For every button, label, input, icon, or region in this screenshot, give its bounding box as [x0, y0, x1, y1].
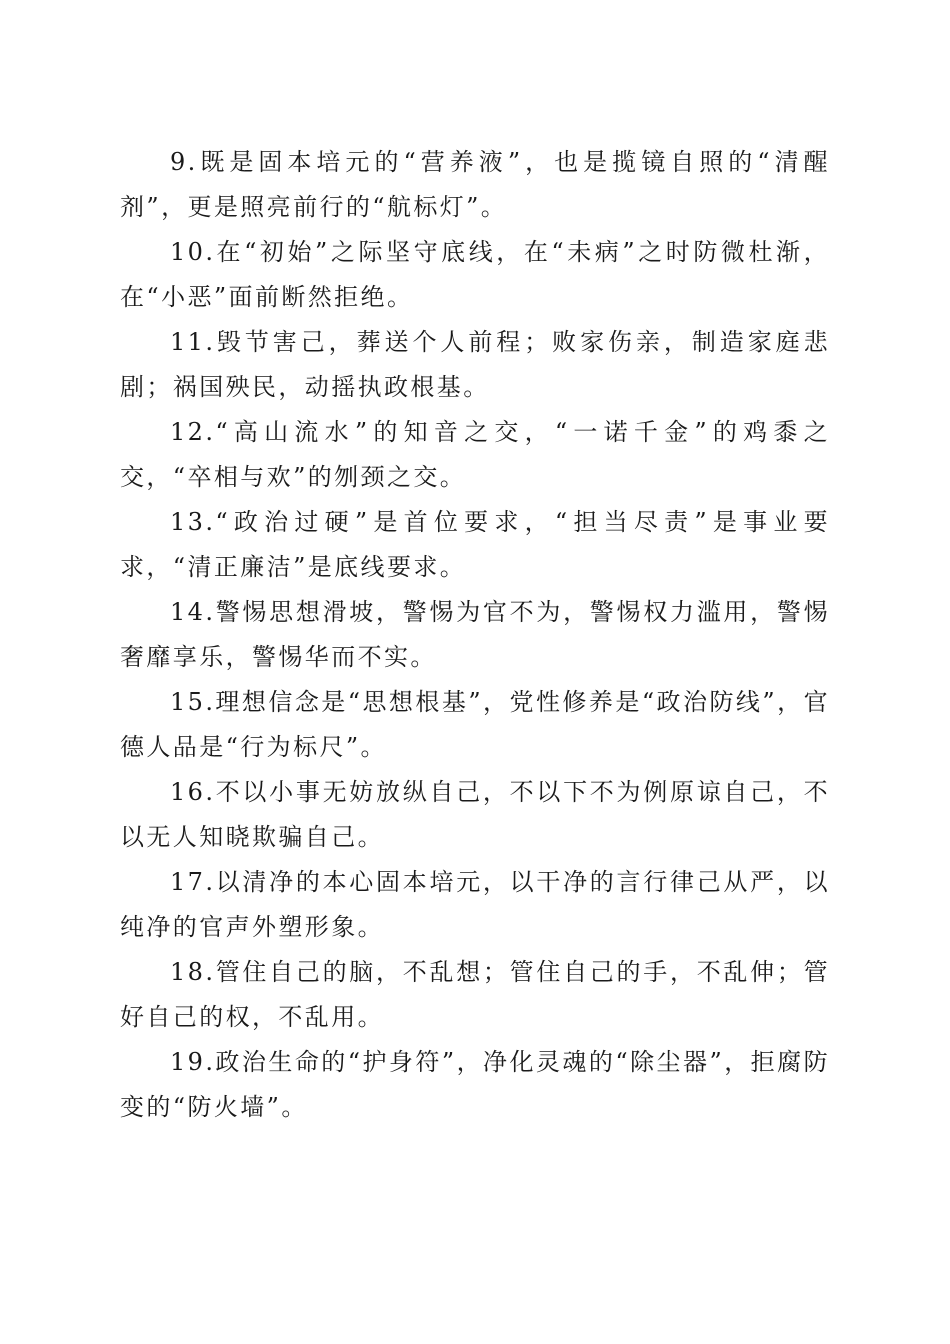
list-item: 17.以清净的本心固本培元，以干净的言行律己从严，以纯净的官声外塑形象。 [120, 868, 830, 941]
list-item: 13.“政治过硬”是首位要求，“担当尽责”是事业要求，“清正廉洁”是底线要求。 [120, 508, 830, 581]
list-item: 19.政治生命的“护身符”，净化灵魂的“除尘器”，拒腐防变的“防火墙”。 [120, 1048, 830, 1121]
list-item: 14.警惕思想滑坡，警惕为官不为，警惕权力滥用，警惕奢靡享乐，警惕华而不实。 [120, 598, 830, 671]
list-item: 10.在“初始”之际坚守底线，在“未病”之时防微杜渐，在“小恶”面前断然拒绝。 [120, 238, 830, 311]
list-item: 12.“高山流水”的知音之交，“一诺千金”的鸡黍之交，“卒相与欢”的刎颈之交。 [120, 418, 830, 491]
document-body [120, 140, 830, 1130]
list-item: 18.管住自己的脑，不乱想；管住自己的手，不乱伸；管好自己的权，不乱用。 [120, 958, 830, 1031]
list-item: 15.理想信念是“思想根基”，党性修养是“政治防线”，官德人品是“行为标尺”。 [120, 688, 830, 761]
list-item: 16.不以小事无妨放纵自己，不以下不为例原谅自己，不以无人知晓欺骗自己。 [120, 778, 830, 851]
list-item: 11.毁节害己，葬送个人前程；败家伤亲，制造家庭悲剧；祸国殃民，动摇执政根基。 [120, 328, 830, 401]
list-item: 9.既是固本培元的“营养液”，也是揽镜自照的“清醒剂”，更是照亮前行的“航标灯”。 [120, 148, 830, 221]
